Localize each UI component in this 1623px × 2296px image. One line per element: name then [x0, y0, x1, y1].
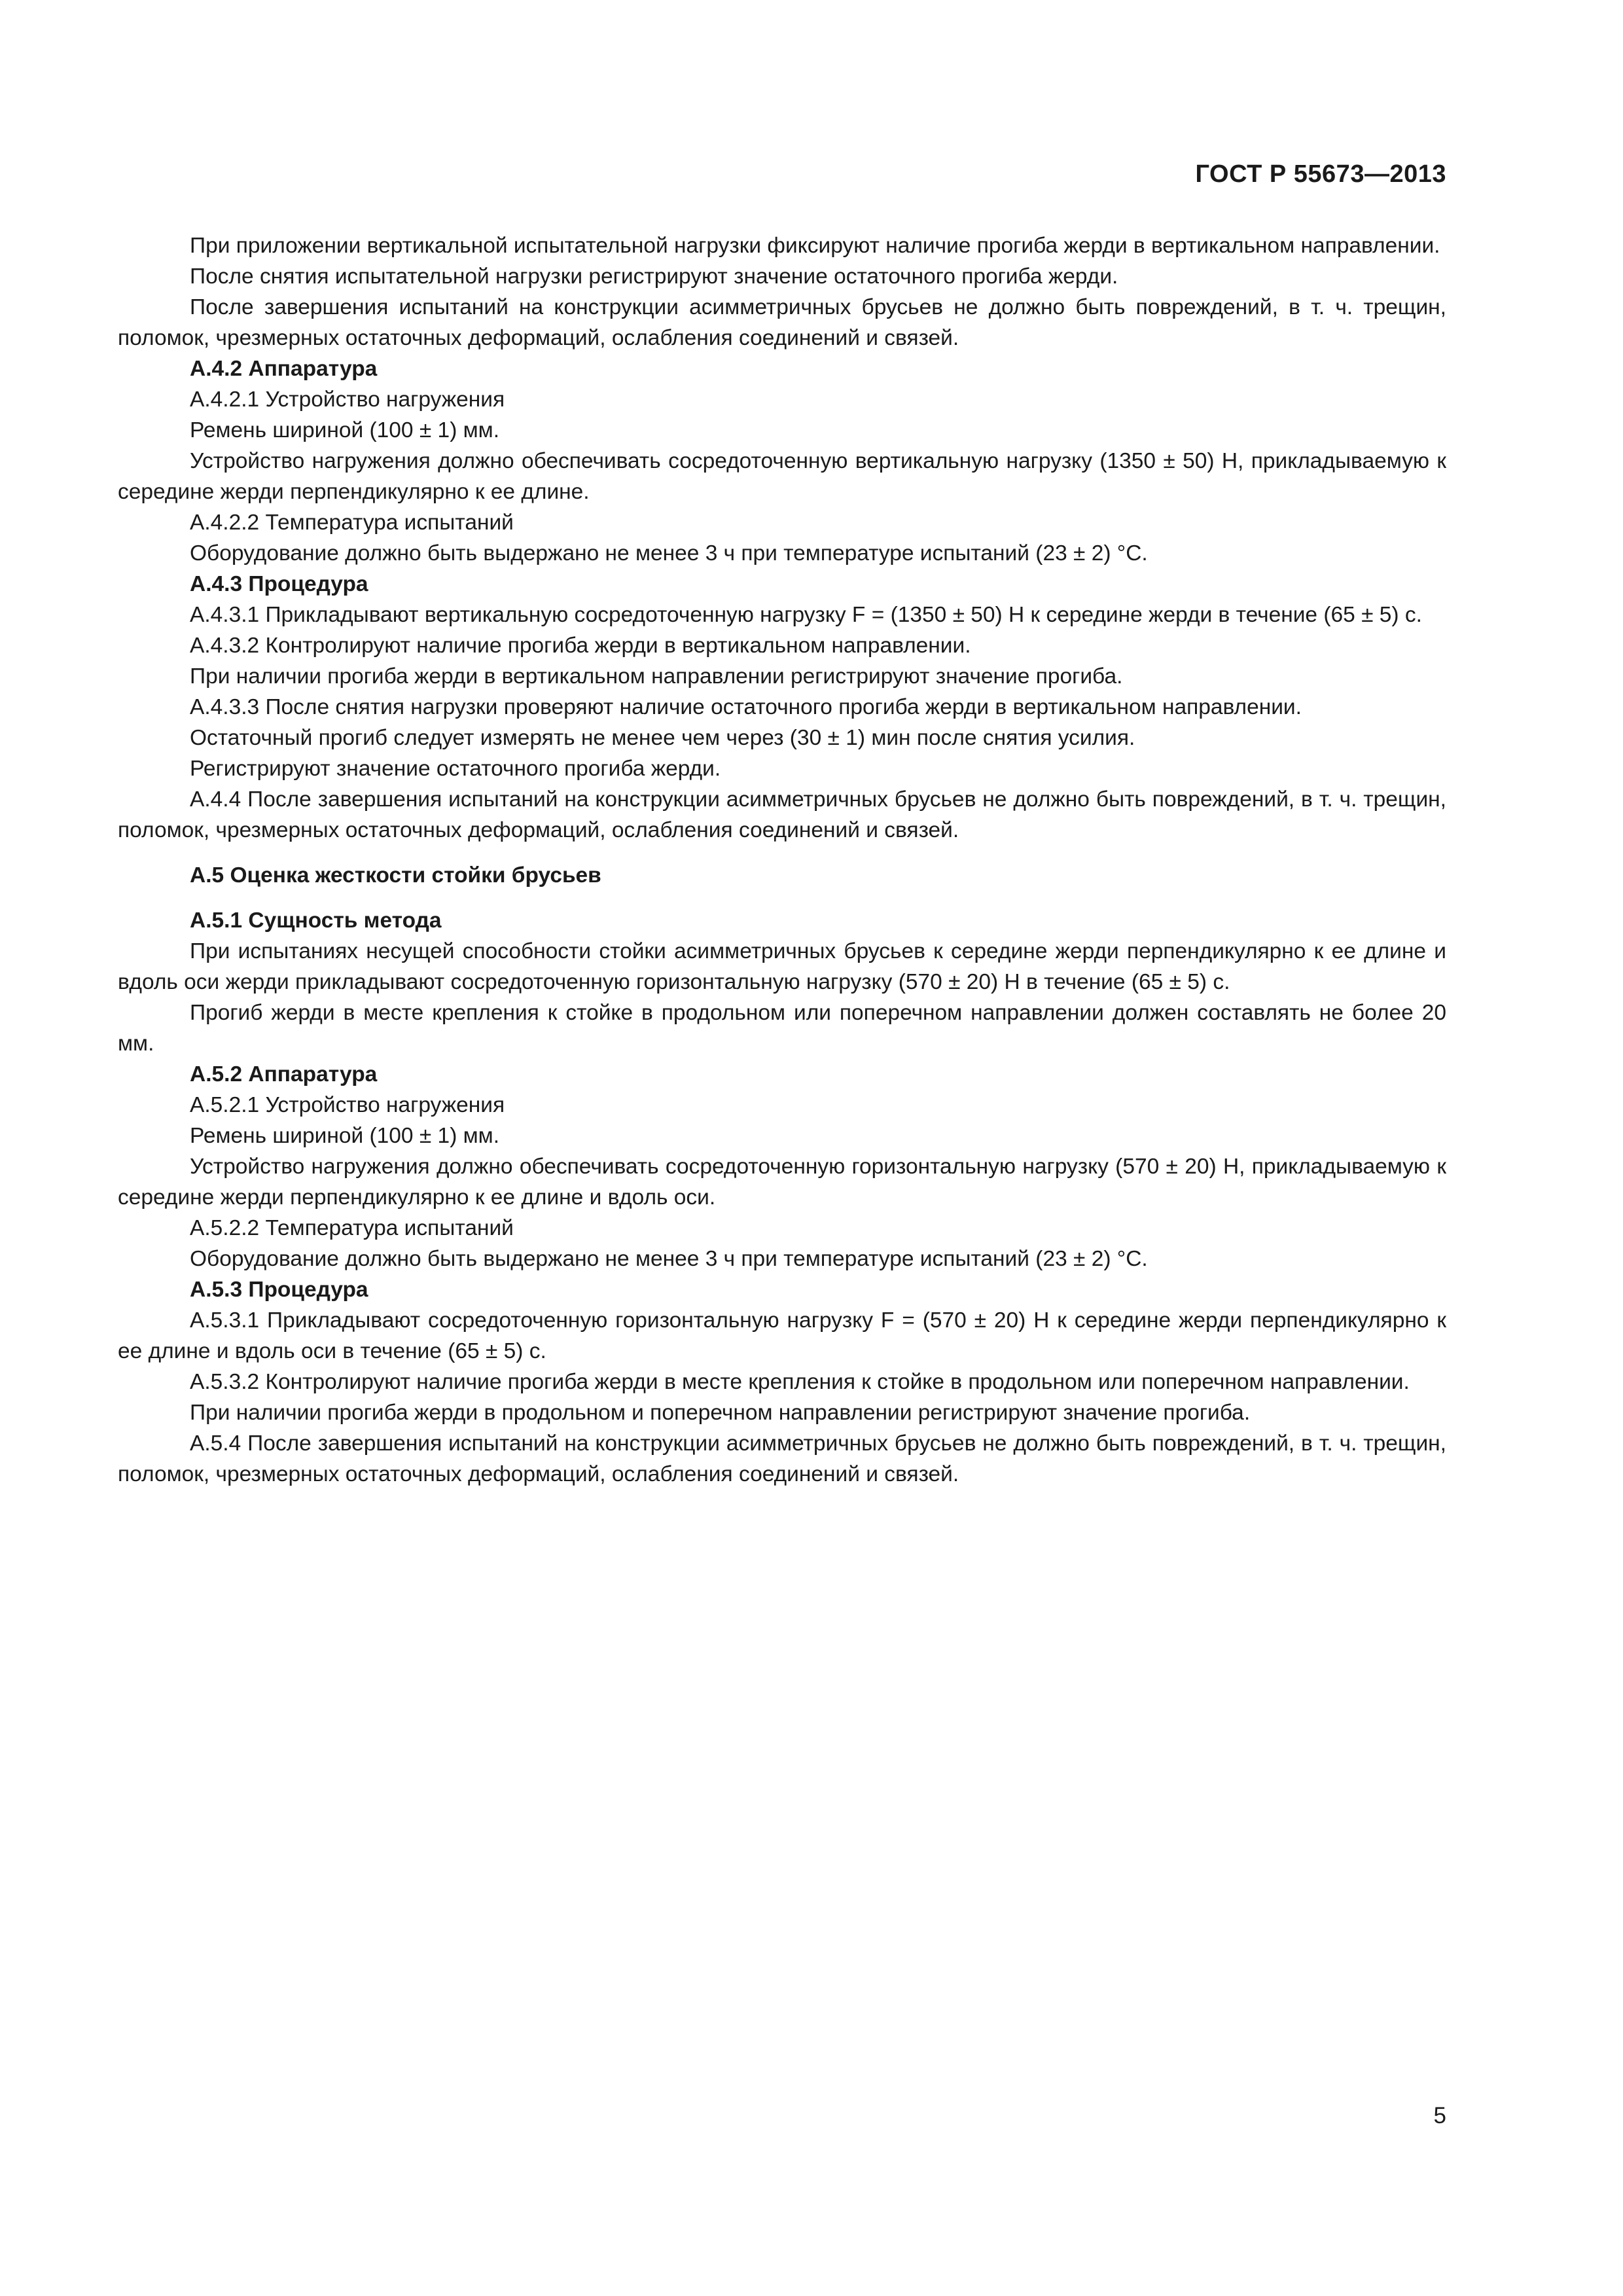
section-heading: А.5.1 Сущность метода	[190, 908, 442, 933]
document-standard-number: ГОСТ Р 55673—2013	[1195, 160, 1446, 188]
paragraph: При испытаниях несущей способности стойки асимметричных брусьев к середине жерди перпендикулярно к ее длине и вдоль оси жерди прикладывают сосредоточенную горизонтальную нагрузку (570 ± 20) Н в течение (65 ± 5) с.	[118, 939, 1446, 994]
paragraph: Устройство нагружения должно обеспечивать сосредоточенную вертикальную нагрузку (1350 ± 50) Н, прикладываемую к середине жерди перпендикулярно к ее длине.	[118, 449, 1446, 504]
paragraph: Ремень шириной (100 ± 1) мм.	[190, 418, 500, 442]
paragraph: А.5.2.2 Температура испытаний	[190, 1216, 514, 1240]
section-heading: А.4.2 Аппаратура	[190, 357, 378, 381]
paragraph: При приложении вертикальной испытательной нагрузки фиксируют наличие прогиба жерди в вертикальном направлении.	[190, 234, 1440, 258]
paragraph: А.4.3.2 Контролируют наличие прогиба жерди в вертикальном направлении.	[190, 634, 971, 658]
paragraph: Регистрируют значение остаточного прогиба жерди.	[190, 757, 721, 781]
paragraph: А.4.3.1 Прикладывают вертикальную сосредоточенную нагрузку F = (1350 ± 50) Н к середине жерди в течение (65 ± 5) с.	[190, 603, 1422, 627]
section-title: А.5 Оценка жесткости стойки брусьев	[190, 863, 601, 888]
paragraph: Прогиб жерди в месте крепления к стойке в продольном или поперечном направлении должен составлять не более 20 мм.	[118, 1001, 1446, 1056]
paragraph: При наличии прогиба жерди в продольном и поперечном направлении регистрируют значение прогиба.	[190, 1401, 1251, 1425]
paragraph: При наличии прогиба жерди в вертикальном направлении регистрируют значение прогиба.	[190, 664, 1123, 689]
section-heading: А.5.2 Аппаратура	[190, 1062, 378, 1086]
paragraph: А.5.2.1 Устройство нагружения	[190, 1093, 505, 1117]
page-number: 5	[1433, 2103, 1446, 2128]
document-page	[118, 0, 1446, 2296]
paragraph: Устройство нагружения должно обеспечивать сосредоточенную горизонтальную нагрузку (570 ± 20) Н, прикладываемую к середине жерди перпендикулярно к ее длине и вдоль оси.	[118, 1155, 1446, 1210]
paragraph: Оборудование должно быть выдержано не менее 3 ч при температуре испытаний (23 ± 2) °С.	[190, 1247, 1148, 1271]
paragraph: Ремень шириной (100 ± 1) мм.	[190, 1124, 500, 1148]
section-heading: А.4.3 Процедура	[190, 572, 368, 596]
paragraph: После завершения испытаний на конструкции асимметричных брусьев не должно быть повреждений, в т. ч. трещин, поломок, чрезмерных остаточных деформаций, ослабления соединений и связей.	[118, 295, 1446, 350]
section-heading: А.5.3 Процедура	[190, 1278, 368, 1302]
paragraph: Остаточный прогиб следует измерять не менее чем через (30 ± 1) мин после снятия усилия.	[190, 726, 1135, 750]
paragraph: А.4.2.1 Устройство нагружения	[190, 387, 505, 412]
paragraph: А.4.3.3 После снятия нагрузки проверяют наличие остаточного прогиба жерди в вертикальном направлении.	[190, 695, 1302, 719]
paragraph: После снятия испытательной нагрузки регистрируют значение остаточного прогиба жерди.	[190, 264, 1118, 289]
paragraph: А.5.3.1 Прикладывают сосредоточенную горизонтальную нагрузку F = (570 ± 20) Н к середине жерди перпендикулярно к ее длине и вдоль оси в течение (65 ± 5) с.	[118, 1308, 1446, 1363]
paragraph: А.5.3.2 Контролируют наличие прогиба жерди в месте крепления к стойке в продольном или поперечном направлении.	[190, 1370, 1410, 1394]
paragraph: А.5.4 После завершения испытаний на конструкции асимметричных брусьев не должно быть повреждений, в т. ч. трещин, поломок, чрезмерных остаточных деформаций, ослабления соединений и связей.	[118, 1431, 1446, 1486]
document-body	[118, 230, 1446, 1490]
paragraph: А.4.2.2 Температура испытаний	[190, 511, 514, 535]
paragraph: А.4.4 После завершения испытаний на конструкции асимметричных брусьев не должно быть повреждений, в т. ч. трещин, поломок, чрезмерных остаточных деформаций, ослабления соединений и связей.	[118, 787, 1446, 842]
paragraph: Оборудование должно быть выдержано не менее 3 ч при температуре испытаний (23 ± 2) °С.	[190, 541, 1148, 565]
